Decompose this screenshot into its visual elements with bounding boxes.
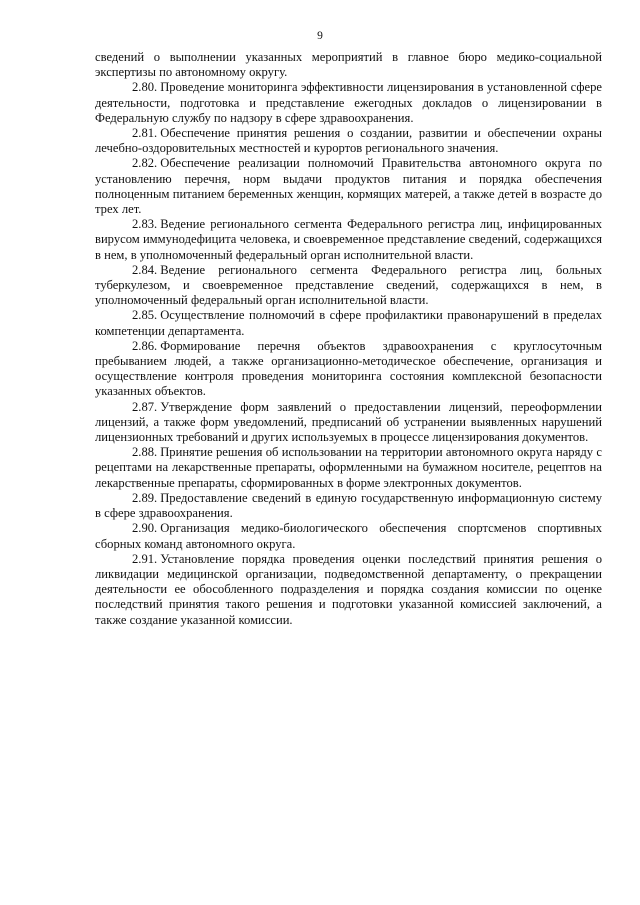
paragraph-2-85 [95,308,602,338]
item-number: 2.83. [132,217,158,232]
item-number: 2.84. [132,262,158,277]
item-number: 2.88. [132,445,158,460]
paragraph-2-84 [95,263,602,309]
page-number: 9 [317,30,323,42]
item-text: Ведение регионального сегмента Федерального регистра лиц, инфицированных вирусом иммунодефицита человека, и своевременное представление сведений, содержащихся в нем, в уполномоченный федеральный орган исполнительной власти. [95,217,602,262]
item-text: Предоставление сведений в единую государственную информационную систему в сфере здравоохранения. [95,490,602,521]
item-text: Ведение регионального сегмента Федерального регистра лиц, больных туберкулезом, и своевременное представление сведений, содержащихся в нем, в уполномоченный федеральный орган исполнительной власти. [95,262,602,308]
item-text: Осуществление полномочий в сфере профилактики правонарушений в пределах компетенции департамента. [95,308,602,338]
item-text: Проведение мониторинга эффективности лицензирования в установленной сфере деятельности, подготовка и представление ежегодных докладов о лицензировании в Федеральную службу по надзору в сфере здравоохранения. [95,80,602,125]
item-text: Обеспечение реализации полномочий Правительства автономного округа по установлению перечня, норм выдачи продуктов питания и порядка обеспечения полноценным питанием беременных женщин, кормящих матерей, а также детей в возрасте до трех лет. [95,156,602,217]
item-number: 2.91. [132,551,158,566]
item-number: 2.80. [132,80,158,95]
paragraph-2-86 [95,339,602,400]
paragraph-2-91 [95,552,602,628]
item-number: 2.85. [132,308,158,323]
paragraph-2-83 [95,217,602,263]
item-number: 2.86. [132,338,158,353]
paragraph-2-80 [95,80,602,126]
item-number: 2.81. [132,126,158,141]
item-number: 2.82. [132,156,158,171]
item-text: Организация медико-биологического обеспечения спортсменов спортивных сборных команд автономного округа. [95,521,602,551]
item-text: Обеспечение принятия решения о создании, развитии и обеспечении охраны лечебно-оздоровительных местностей и курортов регионального значения. [95,126,602,156]
item-text: Утверждение форм заявлений о предоставлении лицензий, переоформлении лицензий, а также форм уведомлений, предписаний об устранении выявленных нарушений лицензионных требований и других используемых в процессе лицензирования документов. [95,399,602,445]
paragraph-2-87 [95,400,602,446]
item-number: 2.87. [132,399,158,414]
paragraph-2-90 [95,521,602,551]
item-number: 2.90. [132,521,158,536]
item-number: 2.89. [132,490,158,505]
paragraph-2-81 [95,126,602,156]
paragraph-continuation: сведений о выполнении указанных мероприятий в главное бюро медико-социальной экспертизы по автономному округу. [95,50,602,80]
paragraph-2-82 [95,156,602,217]
item-text: Установление порядка проведения оценки последствий принятия решения о ликвидации медицинской организации, подведомственной департаменту, о прекращении деятельности ее обособленного подразделения и порядка создания комиссии по оценке последствий принятия такого решения и подготовки указанной комиссией заключений, а также создание указанной комиссии. [95,551,602,627]
paragraph-2-89 [95,491,602,521]
item-text: Формирование перечня объектов здравоохранения с круглосуточным пребыванием людей, а также организационно-методическое обеспечение, организация и осуществление контроля проведения мониторинга состояния комплексной безопасности указанных объектов. [95,338,602,399]
document-body [95,50,602,628]
paragraph-2-88 [95,445,602,491]
item-text: Принятие решения об использовании на территории автономного округа наряду с рецептами на лекарственные препараты, оформленными на бумажном носителе, рецептов на лекарственные препараты, сформированных в форме электронных документов. [95,445,602,490]
